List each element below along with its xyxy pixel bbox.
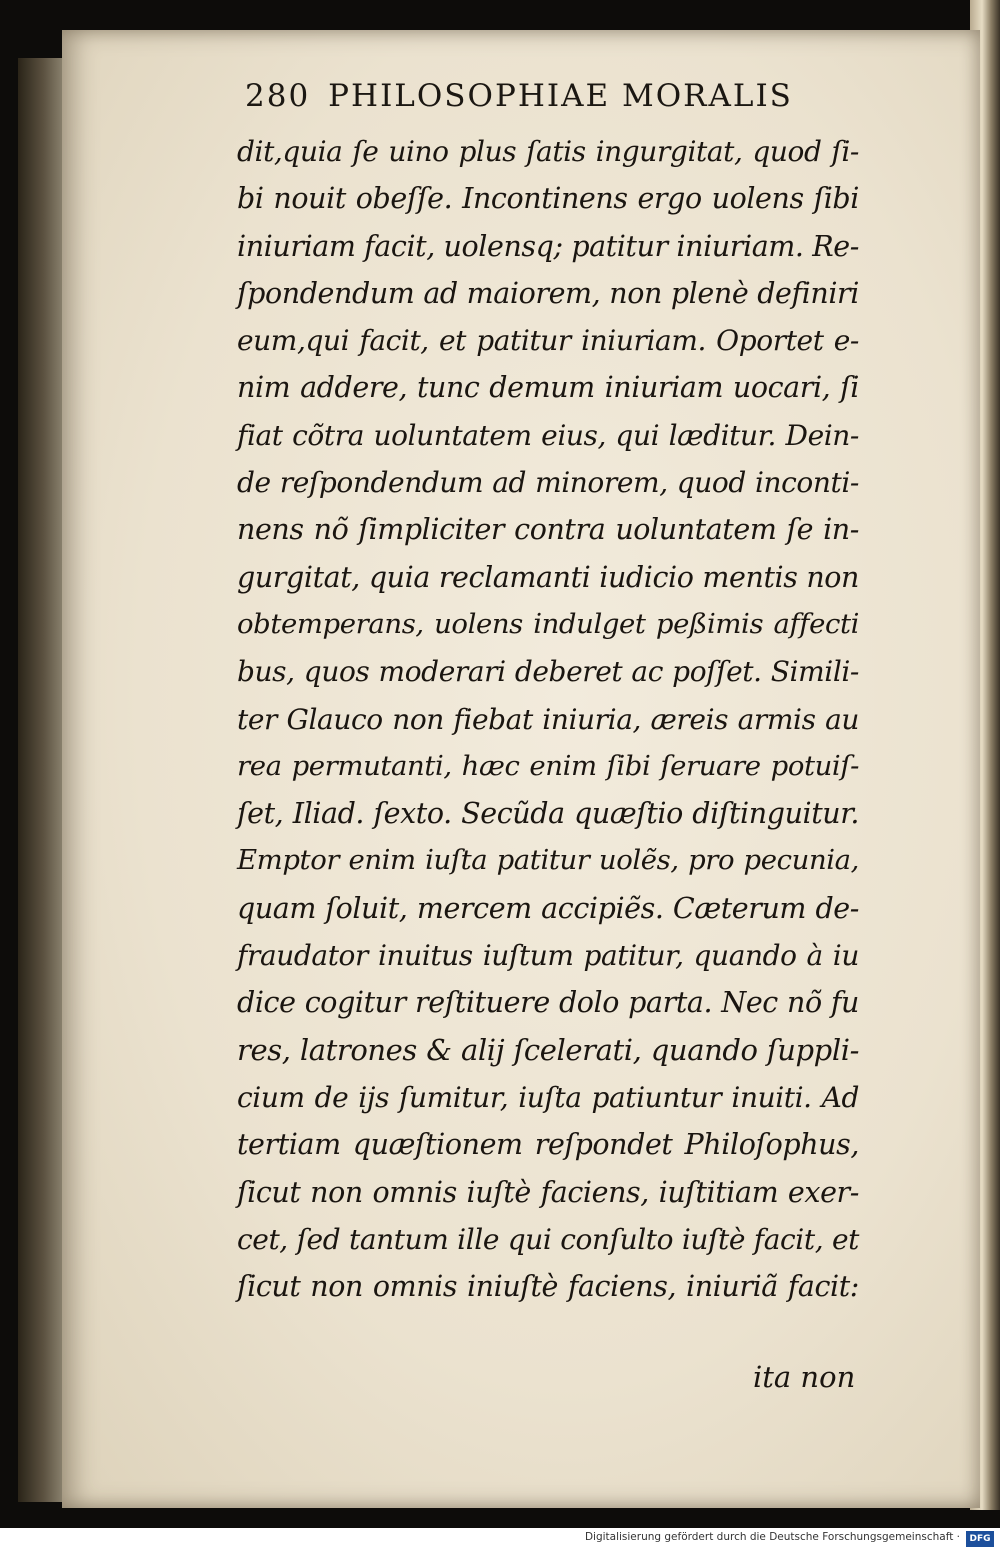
text-line: ſet, Iliad. ſexto. Secũda quæſtio diſtinguitur.: [237, 797, 859, 831]
footer-bar: [0, 1528, 1000, 1552]
catchword: ita non: [753, 1360, 856, 1394]
text-line: de reſpondendum ad minorem, quod inconti-: [237, 466, 859, 500]
text-line: eum,qui facit, et patitur iniuriam. Oportet e-: [237, 324, 859, 358]
text-block: [237, 128, 859, 1310]
funding-credit: Digitalisierung gefördert durch die Deutsche Forschungsgemeinschaft ·: [584, 1531, 960, 1543]
text-line: ter Glauco non fiebat iniuria, æreis armis au: [237, 702, 859, 736]
dfg-logo-icon: DFG: [966, 1531, 994, 1547]
text-line: rea permutanti, hæc enim ſibi ſeruare potuiſ-: [237, 749, 859, 782]
text-line: nens nõ ſimpliciter contra uoluntatem ſe in-: [237, 513, 859, 547]
text-line: obtemperans, uolens indulget peßimis affecti: [237, 607, 859, 640]
page-number: 280: [245, 78, 311, 114]
text-line: Emptor enim iuſta patitur uolẽs, pro pecunia,: [237, 844, 859, 877]
text-line: dit,quia ſe uino plus ſatis ingurgitat, quod ſi-: [237, 135, 859, 168]
text-line: res, latrones & alij ſcelerati, quando ſuppli-: [237, 1032, 859, 1067]
text-line: iniuriam facit, uolensq; patitur iniuriam. Re-: [237, 229, 859, 263]
text-line: tertiam quæſtionem reſpondet Philoſophus,: [237, 1128, 859, 1162]
text-line: quam ſoluit, mercem accipiẽs. Cæterum de-: [237, 891, 859, 925]
text-line: dice cogitur reſtituere dolo parta. Nec nõ fu: [237, 986, 859, 1020]
text-line: gurgitat, quia reclamanti iudicio mentis non: [237, 560, 859, 594]
text-line: bus, quos moderari deberet ac poſſet. Simili-: [237, 655, 859, 689]
running-header: [245, 78, 855, 114]
text-line: ſicut non omnis iuſtè faciens, iuſtitiam exer-: [237, 1175, 859, 1209]
running-head-title: PHILOSOPHIAE MORALIS: [328, 78, 793, 114]
text-line: fraudator inuitus iuſtum patitur, quando à iu: [237, 939, 859, 973]
text-line: cium de ijs ſumitur, iuſta patiuntur inuiti. Ad: [237, 1080, 859, 1114]
text-line: ſpondendum ad maiorem, non plenè definiri: [237, 276, 859, 310]
text-line: bi nouit obeſſe. Incontinens ergo uolens ſibi: [237, 182, 859, 216]
text-line: cet, ſed tantum ille qui conſulto iuſtè facit, et: [237, 1222, 859, 1256]
text-line: ſicut non omnis iniuſtè faciens, iniuriã facit:: [237, 1270, 859, 1304]
text-line: fiat cõtra uoluntatem eius, qui læditur. Dein-: [237, 418, 859, 452]
book-spine: [18, 58, 64, 1502]
text-line: nim addere, tunc demum iniuriam uocari, ſi: [237, 371, 859, 405]
